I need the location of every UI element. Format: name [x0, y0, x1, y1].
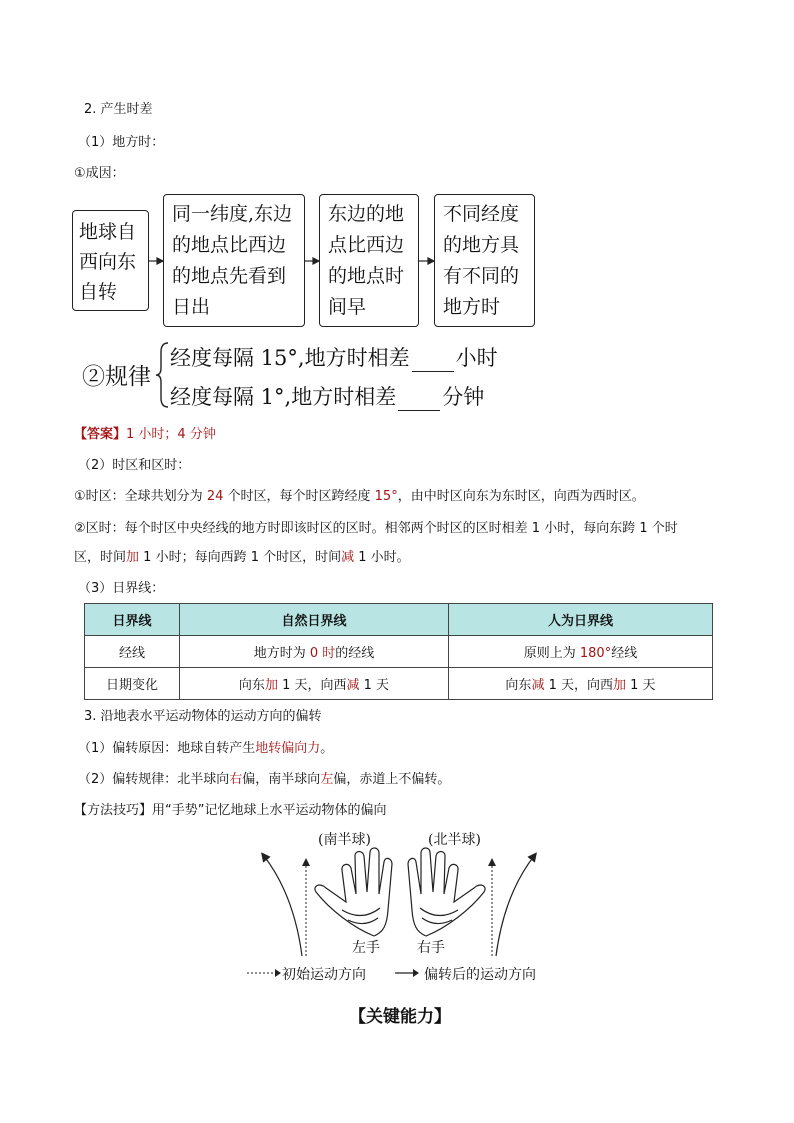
rule-label: ②规律	[82, 364, 151, 390]
rule-blank-2[interactable]	[398, 390, 440, 411]
cell-text: 地方时为	[253, 646, 310, 661]
answer-line	[74, 426, 216, 444]
section-3-title: 3. 沿地表水平运动物体的运动方向的偏转	[84, 709, 322, 724]
table-row	[85, 668, 713, 700]
zone-time-text-1: 每个时区中央经线的地方时即该时区的区时。相邻两个时区的区时相差 1 小时，每向东跨 1 个时	[124, 521, 678, 536]
zone-time-add: 加	[126, 550, 140, 565]
cell-text: 1 天	[359, 678, 390, 693]
flow-box-1: 地球自西向东自转	[72, 210, 149, 311]
reason-text: （1）偏转原因：地球自转产生	[78, 741, 256, 756]
time-zone-definition	[74, 488, 645, 506]
reason-highlight: 地转偏向力	[255, 741, 321, 756]
time-zone-degrees: 15°	[374, 489, 398, 504]
method-tip: 【方法技巧】用“手势”记忆地球上水平运动物体的偏向	[74, 803, 387, 818]
rule-blank-1[interactable]	[412, 351, 454, 372]
table-header-cell: 自然日界线	[180, 604, 449, 636]
flow-box-4: 不同经度的地方具有不同的地方时	[434, 194, 535, 327]
deflection-law	[78, 771, 450, 789]
table-header-cell: 日界线	[85, 604, 180, 636]
answer-tag: 【答案】	[74, 427, 127, 442]
table-header-cell: 人为日界线	[449, 604, 713, 636]
answer-text: 1 小时；4 分钟	[126, 427, 216, 442]
law-highlight-right: 右	[229, 772, 243, 787]
time-zone-count: 24	[206, 489, 224, 504]
zone-time-text-2c: 1 小时。	[354, 550, 410, 565]
law-text: （2）偏转规律：北半球向	[78, 772, 230, 787]
cause-label: ①成因：	[74, 166, 125, 181]
table-cell	[449, 636, 713, 668]
zone-time-line-2	[74, 549, 410, 567]
zone-time-label: ②区时：	[74, 521, 125, 536]
left-hand-icon	[315, 848, 392, 936]
table-cell	[449, 668, 713, 700]
cell-text: 向东	[505, 678, 532, 693]
cell-highlight: 减	[346, 678, 360, 693]
cell-text: 1 天，向西	[544, 678, 613, 693]
cell-highlight: 加	[264, 678, 278, 693]
table-cell: 日期变化	[85, 668, 180, 700]
table-header-row	[85, 604, 713, 636]
time-zone-text-c: ，由中时区向东为东时区，向西为西时区。	[397, 489, 645, 504]
date-line-table	[84, 603, 713, 700]
north-arrows-icon	[492, 856, 534, 956]
time-zone-label: ①时区：	[74, 489, 125, 504]
dotted-arrow-icon	[246, 966, 286, 980]
reason-end: 。	[320, 741, 334, 756]
law-text: 偏，赤道上不偏转。	[333, 772, 451, 787]
rule-line-1-text: 经度每隔 15°,地方时相差	[170, 346, 410, 370]
cell-highlight: 加	[613, 678, 627, 693]
table-row	[85, 636, 713, 668]
time-zone-text-b: 个时区，每个时区跨经度	[227, 489, 371, 504]
rule-line-2	[170, 381, 484, 411]
subsection-time-zones: （2）时区和区时：	[78, 458, 191, 473]
cell-text: 原则上为	[523, 646, 580, 661]
right-hand-label: 右手	[417, 940, 445, 956]
zone-time-subtract: 减	[341, 550, 355, 565]
table-cell	[180, 636, 449, 668]
left-hand-label: 左手	[352, 940, 380, 956]
cell-highlight: 减	[531, 678, 545, 693]
rule-line-2-text: 经度每隔 1°,地方时相差	[170, 385, 397, 409]
cell-text: 经线	[611, 646, 638, 661]
hand-rule-diagram	[250, 840, 550, 960]
cell-highlight: 180°	[579, 646, 612, 661]
deflection-reason	[78, 740, 333, 758]
cell-text: 的经线	[335, 646, 375, 661]
key-ability-title: 【关键能力】	[349, 1007, 451, 1027]
rule-line-1	[170, 342, 498, 372]
rule-brace-icon	[154, 340, 170, 410]
flow-box-3: 东边的地点比西边的地点时间早	[319, 194, 419, 327]
north-hemisphere-label: (北半球)	[428, 832, 481, 848]
zone-time-text-2a: 区，时间	[74, 550, 127, 565]
law-text: 偏，南半球向	[242, 772, 321, 787]
section-2-title: 2. 产生时差	[84, 102, 153, 117]
cell-highlight: 0 时	[309, 646, 336, 661]
legend-deflected-direction: 偏转后的运动方向	[424, 967, 536, 983]
flow-box-2: 同一纬度,东边的地点比西边的地点先看到日出	[163, 194, 305, 327]
cell-text: 1 天，向西	[277, 678, 347, 693]
legend-initial-direction: 初始运动方向	[282, 967, 366, 983]
rule-line-2-unit: 分钟	[442, 385, 485, 409]
solid-arrow-icon	[394, 966, 424, 980]
zone-time-text-2b: 1 小时；每向西跨 1 个时区，时间	[139, 550, 342, 565]
subsection-local-time: （1）地方时：	[78, 135, 165, 150]
south-arrows-icon	[264, 856, 306, 956]
subsection-date-line: （3）日界线：	[78, 581, 165, 596]
table-cell: 经线	[85, 636, 180, 668]
law-highlight-left: 左	[320, 772, 334, 787]
flow-arrows	[0, 0, 794, 400]
right-hand-icon	[408, 848, 485, 936]
cell-text: 1 天	[626, 678, 656, 693]
cell-text: 向东	[238, 678, 265, 693]
time-zone-text-a: 全球共划分为	[124, 489, 203, 504]
south-hemisphere-label: (南半球)	[318, 832, 371, 848]
zone-time-line-1	[74, 520, 678, 538]
rule-line-1-unit: 小时	[455, 346, 498, 370]
table-cell	[180, 668, 449, 700]
